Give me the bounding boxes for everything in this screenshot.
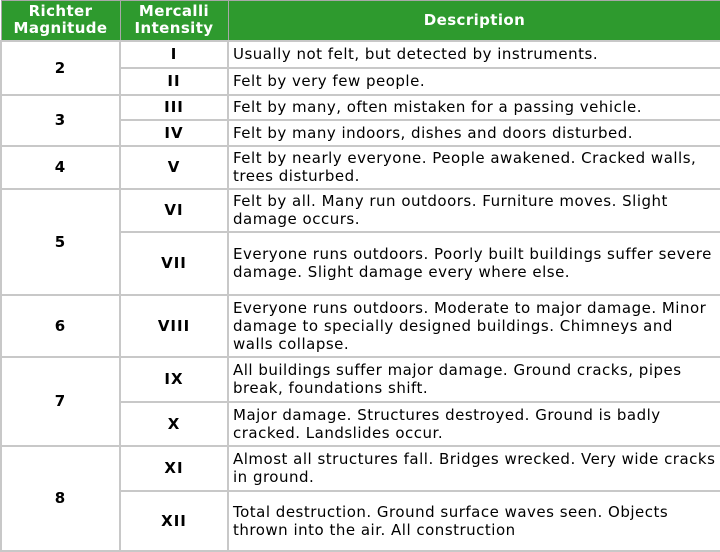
description-cell: Everyone runs outdoors. Moderate to major damage. Minor damage to specially designed buildings. Chimneys and walls collapse. — [228, 295, 720, 357]
header-mercalli-line2: Intensity — [134, 19, 214, 38]
intensity-cell: VI — [120, 189, 228, 232]
magnitude-cell: 4 — [1, 146, 120, 189]
description-cell: All buildings suffer major damage. Ground cracks, pipes break, foundations shift. — [228, 357, 720, 402]
description-cell: Major damage. Structures destroyed. Ground is badly cracked. Landslides occur. — [228, 402, 720, 446]
intensity-cell: XI — [120, 446, 228, 491]
table-row — [1, 41, 720, 68]
description-cell: Felt by very few people. — [228, 68, 720, 95]
description-cell: Usually not felt, but detected by instruments. — [228, 41, 720, 68]
description-cell: Felt by many indoors, dishes and doors disturbed. — [228, 120, 720, 146]
table-row — [1, 446, 720, 491]
intensity-cell: II — [120, 68, 228, 95]
description-cell: Felt by many, often mistaken for a passing vehicle. — [228, 95, 720, 120]
intensity-cell: I — [120, 41, 228, 68]
intensity-cell: VIII — [120, 295, 228, 357]
intensity-cell: V — [120, 146, 228, 189]
magnitude-cell: 3 — [1, 95, 120, 146]
header-richter-magnitude — [1, 1, 120, 41]
intensity-cell: III — [120, 95, 228, 120]
header-mercalli-line1: Mercalli — [138, 2, 210, 21]
table-row — [1, 189, 720, 232]
description-cell: Felt by nearly everyone. People awakened. Cracked walls, trees disturbed. — [228, 146, 720, 189]
table-row — [1, 357, 720, 402]
intensity-cell: IX — [120, 357, 228, 402]
intensity-cell: VII — [120, 232, 228, 295]
description-cell: Everyone runs outdoors. Poorly built buildings suffer severe damage. Slight damage every where else. — [228, 232, 720, 295]
intensity-cell: X — [120, 402, 228, 446]
description-cell: Almost all structures fall. Bridges wrecked. Very wide cracks in ground. — [228, 446, 720, 491]
table-row — [1, 146, 720, 189]
description-cell: Felt by all. Many run outdoors. Furniture moves. Slight damage occurs. — [228, 189, 720, 232]
magnitude-cell: 7 — [1, 357, 120, 446]
header-richter-line2: Magnitude — [13, 19, 108, 38]
magnitude-cell: 5 — [1, 189, 120, 295]
intensity-cell: IV — [120, 120, 228, 146]
header-description: Description — [228, 1, 720, 41]
magnitude-cell: 8 — [1, 446, 120, 551]
magnitude-cell: 6 — [1, 295, 120, 357]
table-header-row — [1, 1, 720, 41]
table-row — [1, 295, 720, 357]
table-row — [1, 95, 720, 120]
description-cell: Total destruction. Ground surface waves seen. Objects thrown into the air. All construction — [228, 491, 720, 551]
header-mercalli-intensity — [120, 1, 228, 41]
magnitude-cell: 2 — [1, 41, 120, 95]
intensity-cell: XII — [120, 491, 228, 551]
header-richter-line1: Richter — [28, 2, 93, 21]
